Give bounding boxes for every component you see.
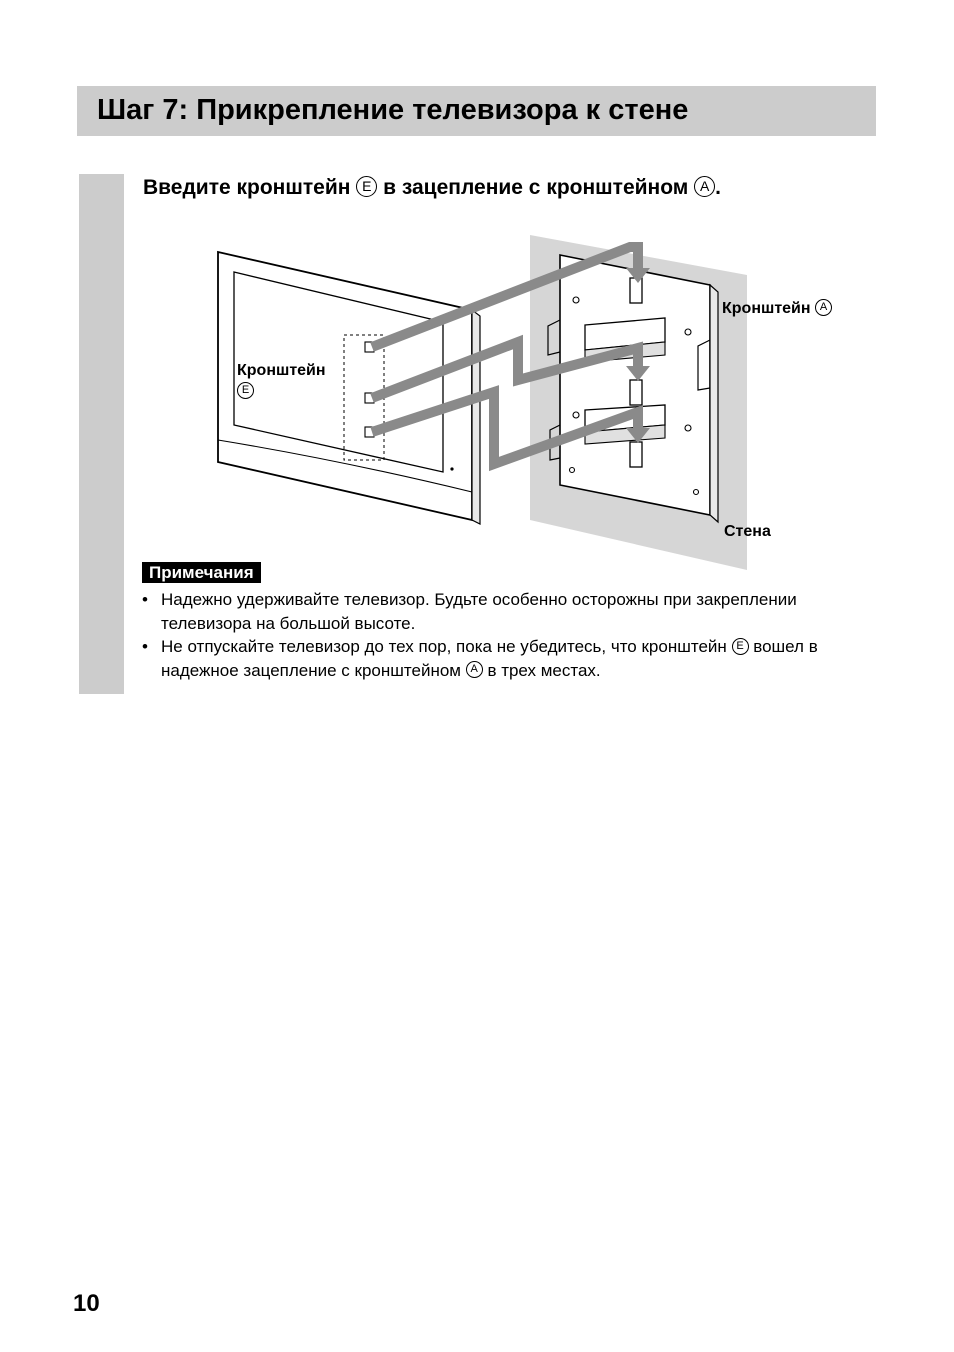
notes-list <box>140 588 860 682</box>
instruction-text-1: Введите кронштейн <box>143 176 357 199</box>
page-number: 10 <box>73 1290 100 1317</box>
bracket-e-marker-small: E <box>237 382 254 399</box>
bracket-a-marker-small: A <box>815 299 832 316</box>
bracket-a-marker-note: A <box>466 661 483 678</box>
step-side-band <box>79 174 124 694</box>
bracket-a-marker: A <box>694 176 715 197</box>
label-bracket-a: Кронштейн A <box>722 300 832 318</box>
bracket-e-marker: E <box>356 176 377 197</box>
label-wall: Стена <box>724 523 771 540</box>
mounting-diagram-svg <box>210 230 770 575</box>
bracket-e-marker-note: E <box>732 638 749 655</box>
instruction-text-2: в зацепление с кронштейном <box>377 176 695 199</box>
note-item: • Надежно удерживайте телевизор. Будьте особенно осторожны при закреплении телевизора на большой высоте. <box>140 588 860 635</box>
mounting-illustration <box>210 230 828 575</box>
note-item: • Не отпускайте телевизор до тех пор, пока не убедитесь, что кронштейн E вошел в надежное зацепление с кронштейном A в трех местах. <box>140 635 860 682</box>
bracket-a-plate <box>548 255 718 522</box>
title-bar <box>77 86 876 136</box>
page-title: Шаг 7: Прикрепление телевизора к стене <box>97 94 689 126</box>
label-bracket-e: Кронштейн E <box>237 360 326 402</box>
instruction-heading <box>143 176 721 200</box>
notes-header: Примечания <box>142 562 261 583</box>
instruction-text-3: . <box>715 176 721 199</box>
